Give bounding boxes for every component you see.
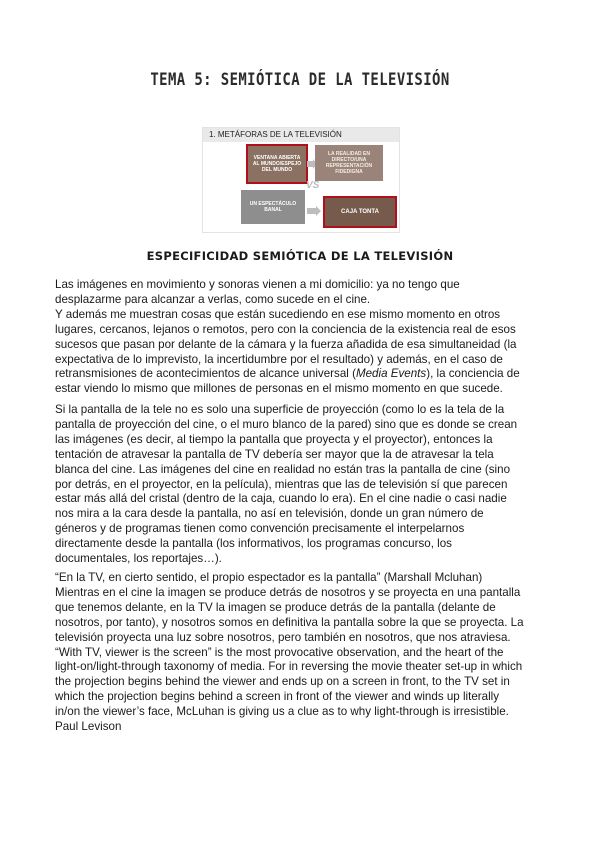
paragraph-2: Si la pantalla de la tele no es solo una superficie de proyección (como lo es la tela de la pantalla de proyección del cine, o el muro blanco de la pared) sino que es donde se crean las imágenes (es decir, al tiempo la pantalla que proyecta y el proyector), entonces la tentación de atravesar la pantalla de TV debería ser mayor que la de atravesar la tela blanca del cine. Las imágenes del cine en realidad no están tras la pantalla de cine (sino por detrás, en el proyector, en la película), mientras que las de televisión sí que parecen estar más allá del cristal (dentro de la caja, cuando lo era). En el cine nadie o casi nadie nos mira a la cara desde la pantalla, no así en televisión, donde un gran número de géneros y de programas tienen como convención precisamente el interpelarnos directamente desde la pantalla (los informativos, los programas concurso, los documentales, los reportajes…). xyxy=(55,403,518,566)
arrow-icon xyxy=(307,206,321,216)
section-heading: ESPECIFICIDAD SEMIÓTICA DE LA TELEVISIÓN xyxy=(146,249,454,263)
box-espectaculo-banal: UN ESPECTÁCULO BANAL xyxy=(241,190,305,224)
paragraph-1 xyxy=(55,278,555,397)
media-events-term: Media Events xyxy=(355,367,427,381)
page-title: TEMA 5: SEMIÓTICA DE LA TELEVISIÓN xyxy=(150,70,450,90)
metaphors-figure xyxy=(202,127,400,233)
paragraph-1-text: Las imágenes en movimiento y sonoras vienen a mi domicilio: ya no tengo que desplazarme para alcanzar a verlas, como sucede en el cine. Y además me muestran cosas que están sucediendo en ese mismo momento en otros lugares, cercanos, lejanos o remotos, pero con la conciencia de la existencia real de esos sucesos que pasan por delante de la cámara y la fuerza añadida de esa simultaneidad (la expectativa de lo imprevisto, la incertidumbre por el resultado) y además, en el caso de retransmisiones de acontecimientos de alcance universal ( xyxy=(55,278,517,381)
figure-header: 1. METÁFORAS DE LA TELEVISIÓN xyxy=(203,128,399,142)
vs-label: VS xyxy=(306,180,320,191)
paragraph-3: “En la TV, en cierto sentido, el propio espectador es la pantalla” (Marshall Mcluhan) Mientras en el cine la imagen se produce detrás de nosotros y se proyecta en una pantalla que tenemos delante, en la TV la imagen se produce detrás de la pantalla (delante de nosotros, por tanto), y nosotros somos en definitiva la pantalla sobre la que se proyecta. La televisión proyecta una luz sobre nosotros, pero también en nosotros, que nos atraviesa. “With TV, viewer is the screen” is the most provocative observation, and the heart of the light-on/light-through taxonomy of media. For in reversing the movie theater set-up in which the projection begins behind the viewer and ends up on a screen in front, to the TV set in which the projection begins behind a screen in front of the viewer and winds up literally in/on the viewer’s face, McLuhan is giving us a clue as to why light-through is irresistible. Paul Levison xyxy=(55,571,524,734)
box-caja-tonta: CAJA TONTA xyxy=(323,196,397,228)
box-ventana-abierta: VENTANA ABIERTA AL MUNDO/ESPEJO DEL MUNDO xyxy=(246,144,308,184)
paragraph-1-text-end: ), la conciencia de estar viendo lo mismo que millones de personas en el mismo momento en que sucede. xyxy=(55,367,520,396)
box-realidad-directo: LA REALIDAD EN DIRECTO/UNA REPRESENTACIÓN FIDEDIGNA xyxy=(315,145,383,181)
